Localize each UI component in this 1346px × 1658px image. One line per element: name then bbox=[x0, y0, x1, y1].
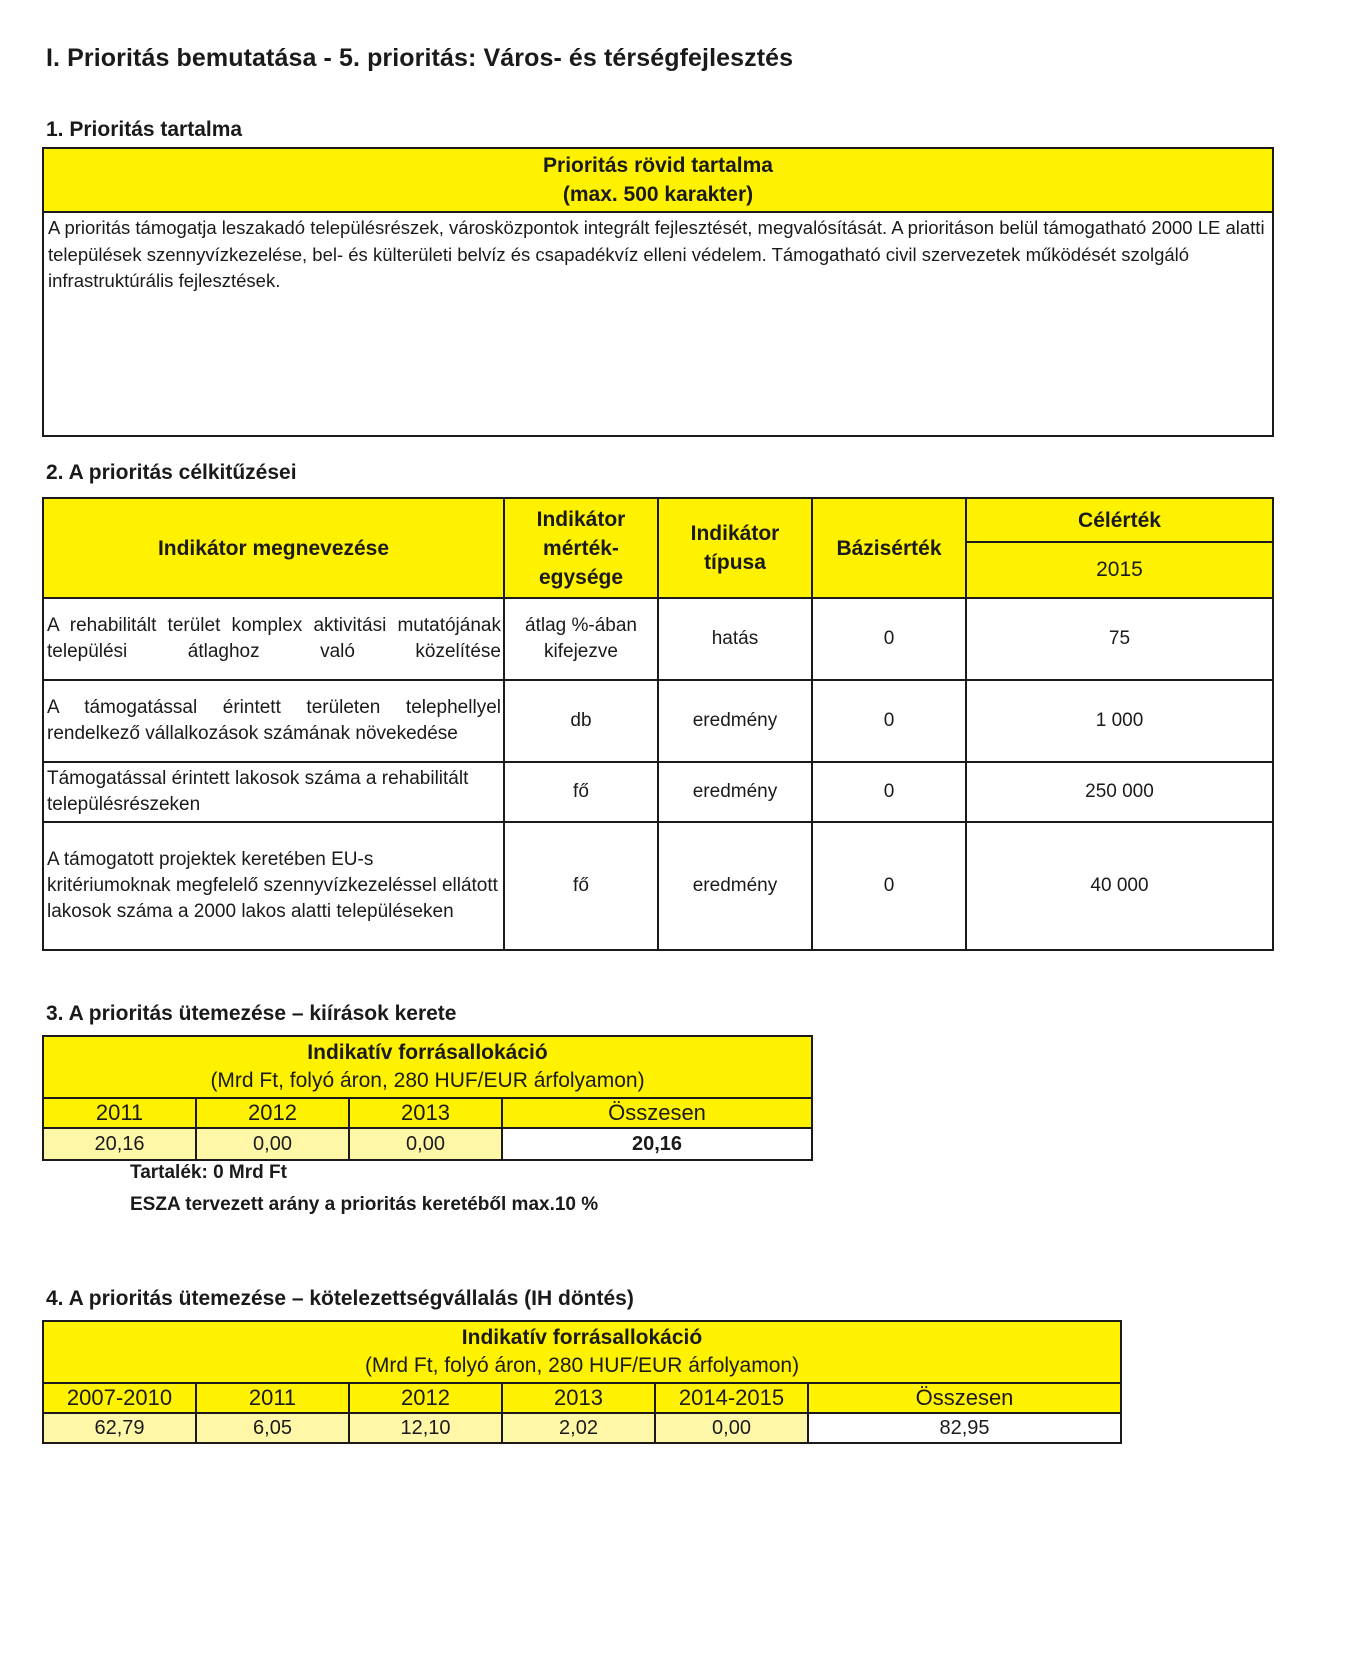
allocation-table-commitments bbox=[42, 1320, 1122, 1444]
indicator-type: eredmény bbox=[658, 762, 812, 822]
indicator-target: 1 000 bbox=[966, 680, 1273, 762]
allocation-header bbox=[43, 1321, 1121, 1383]
allocation-table-calls bbox=[42, 1035, 813, 1161]
year-value: 2,02 bbox=[502, 1413, 655, 1443]
priority-content-table bbox=[42, 147, 1274, 437]
year-header: 2012 bbox=[349, 1383, 502, 1413]
indicator-unit: fő bbox=[504, 822, 658, 950]
allocation-header-title: Indikatív forrásallokáció bbox=[461, 1326, 703, 1349]
priority-content-text: A prioritás támogatja leszakadó településrészek, városközpontok integrált fejlesztését, megvalósítását. A prioritáson belül támogatható 2000 LE alatti települések szennyvízkezelése, bel- és külterületi belvíz és csapadékvíz elleni védelem. Támogatható civil szervezetek működését szolgáló infrastruktúrális fejlesztések. bbox=[43, 212, 1273, 436]
section2-title: 2. A prioritás célkitűzései bbox=[46, 461, 297, 484]
allocation-header-subtitle: (Mrd Ft, folyó áron, 280 HUF/EUR árfolyamon) bbox=[364, 1354, 800, 1377]
year-value: 6,05 bbox=[196, 1413, 349, 1443]
table-row bbox=[43, 762, 1273, 822]
indicator-target: 40 000 bbox=[966, 822, 1273, 950]
indicator-type: eredmény bbox=[658, 822, 812, 950]
page-title: I. Prioritás bemutatása - 5. prioritás: Város- és térségfejlesztés bbox=[46, 44, 794, 72]
indicator-type: hatás bbox=[658, 598, 812, 680]
indicator-base: 0 bbox=[812, 762, 966, 822]
year-header: 2011 bbox=[196, 1383, 349, 1413]
year-value: 12,10 bbox=[349, 1413, 502, 1443]
indicator-base: 0 bbox=[812, 598, 966, 680]
section4-title: 4. A prioritás ütemezése – kötelezettségvállalás (IH döntés) bbox=[46, 1287, 634, 1310]
year-value: 0,00 bbox=[655, 1413, 808, 1443]
indicator-name: Támogatással érintett lakosok száma a rehabilitált településrészeken bbox=[43, 762, 504, 822]
year-header: 2011 bbox=[43, 1098, 196, 1128]
header-target-value: Célérték bbox=[966, 498, 1273, 542]
header-target-year: 2015 bbox=[966, 542, 1273, 598]
allocation-header-title: Indikatív forrásallokáció bbox=[307, 1041, 548, 1064]
total-value: 82,95 bbox=[808, 1413, 1121, 1443]
table-row bbox=[43, 822, 1273, 950]
year-value: 62,79 bbox=[43, 1413, 196, 1443]
indicator-base: 0 bbox=[812, 680, 966, 762]
indicator-name: A rehabilitált terület komplex aktivitási mutatójának települési átlaghoz való közelítése bbox=[43, 598, 504, 680]
year-value: 0,00 bbox=[196, 1128, 349, 1160]
header-type-line-2: típusa bbox=[704, 551, 766, 574]
allocation-header bbox=[43, 1036, 812, 1098]
header-unit-line-3: egysége bbox=[538, 565, 624, 589]
indicator-target: 75 bbox=[966, 598, 1273, 680]
year-header: 2012 bbox=[196, 1098, 349, 1128]
indicator-base: 0 bbox=[812, 822, 966, 950]
table-row bbox=[43, 680, 1273, 762]
header-indicator-unit bbox=[504, 498, 658, 598]
header-line-2: (max. 500 karakter) bbox=[562, 183, 754, 206]
reserve-note: Tartalék: 0 Mrd Ft bbox=[130, 1162, 287, 1183]
header-unit-line-2: mérték- bbox=[543, 536, 619, 560]
objectives-table bbox=[42, 497, 1274, 951]
total-header: Összesen bbox=[808, 1383, 1121, 1413]
indicator-name: A támogatott projektek keretében EU-s kritériumoknak megfelelő szennyvízkezeléssel ellátott lakosok száma a 2000 lakos alatti településeken bbox=[43, 822, 504, 950]
header-line-1: Prioritás rövid tartalma bbox=[543, 154, 773, 177]
year-header: 2013 bbox=[502, 1383, 655, 1413]
indicator-unit: fő bbox=[504, 762, 658, 822]
indicator-type: eredmény bbox=[658, 680, 812, 762]
total-value: 20,16 bbox=[502, 1128, 812, 1160]
year-header: 2007-2010 bbox=[43, 1383, 196, 1413]
allocation-header-subtitle: (Mrd Ft, folyó áron, 280 HUF/EUR árfolyamon) bbox=[210, 1069, 645, 1092]
header-unit-line-1: Indikátor bbox=[536, 507, 626, 531]
indicator-unit: db bbox=[504, 680, 658, 762]
total-header: Összesen bbox=[502, 1098, 812, 1128]
section3-title: 3. A prioritás ütemezése – kiírások kerete bbox=[46, 1002, 457, 1025]
header-type-line-1: Indikátor bbox=[690, 522, 780, 545]
priority-content-header bbox=[43, 148, 1273, 212]
table-row bbox=[43, 598, 1273, 680]
header-indicator-name: Indikátor megnevezése bbox=[43, 498, 504, 598]
year-header: 2014-2015 bbox=[655, 1383, 808, 1413]
year-value: 20,16 bbox=[43, 1128, 196, 1160]
indicator-name: A támogatással érintett területen telephellyel rendelkező vállalkozások számának növekedése bbox=[43, 680, 504, 762]
indicator-unit: átlag %-ában kifejezve bbox=[504, 598, 658, 680]
section1-title: 1. Prioritás tartalma bbox=[46, 118, 243, 141]
header-base-value: Bázisérték bbox=[812, 498, 966, 598]
header-indicator-type bbox=[658, 498, 812, 598]
indicator-target: 250 000 bbox=[966, 762, 1273, 822]
year-value: 0,00 bbox=[349, 1128, 502, 1160]
year-header: 2013 bbox=[349, 1098, 502, 1128]
esza-note: ESZA tervezett arány a prioritás keretéből max.10 % bbox=[130, 1194, 599, 1215]
